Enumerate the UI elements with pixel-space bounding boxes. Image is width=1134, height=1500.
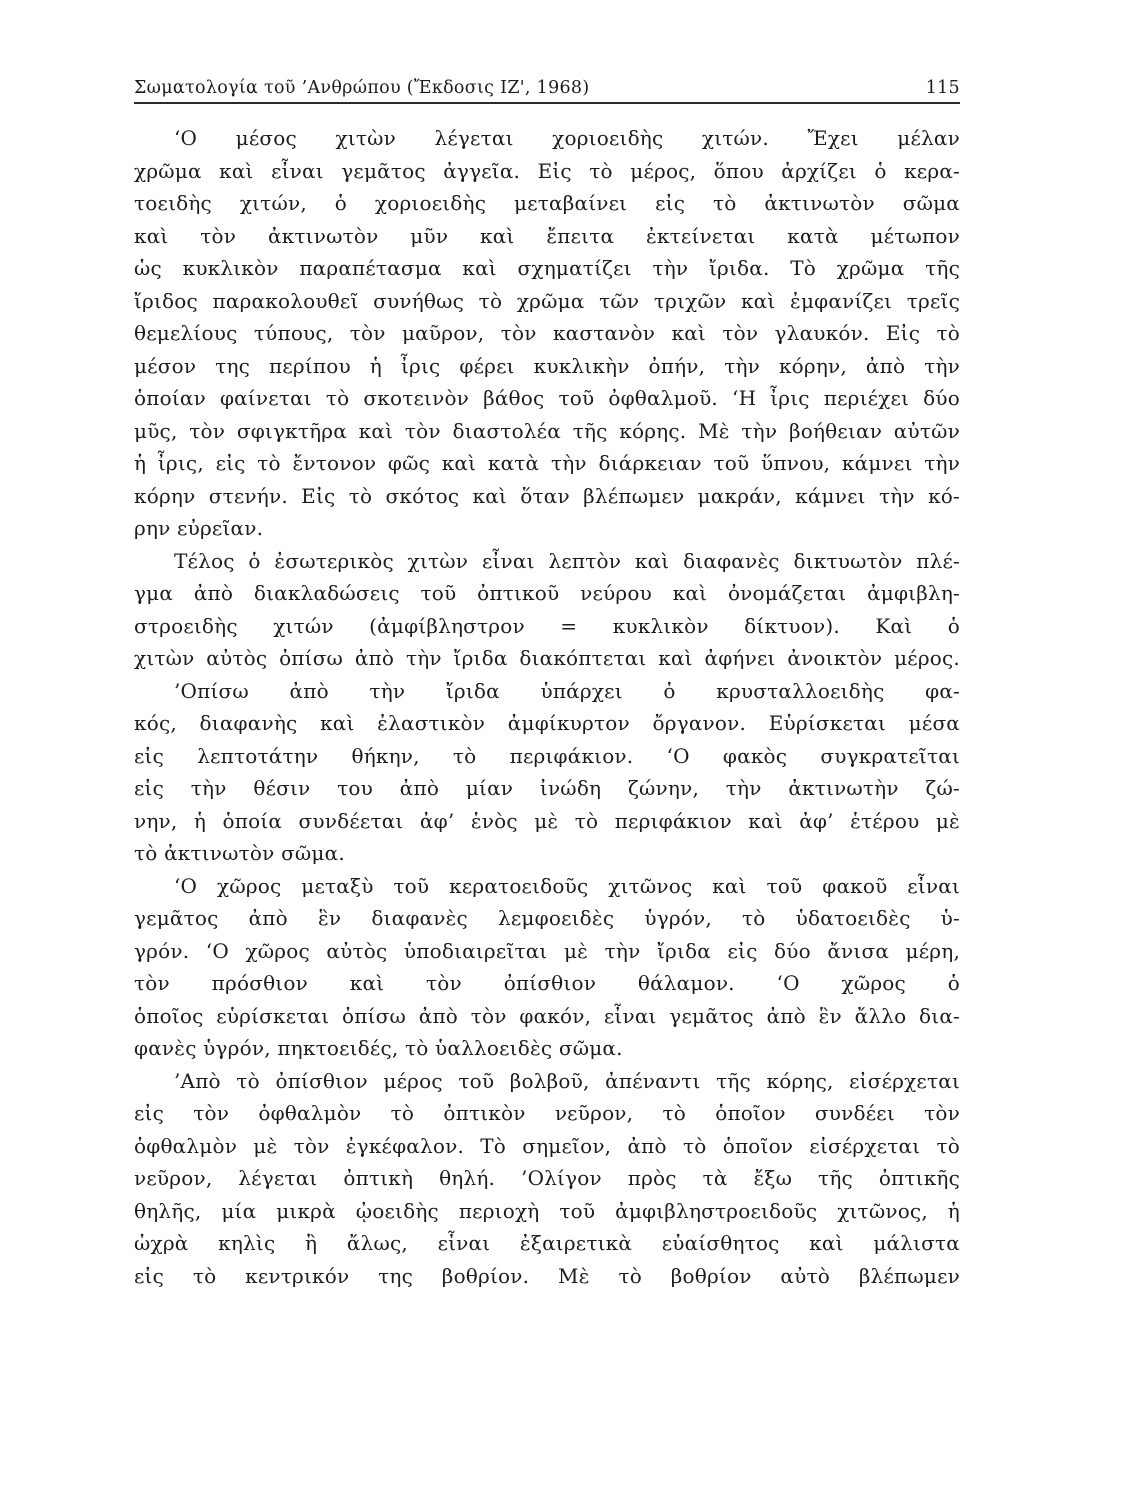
text-line: φανὲς ὑγρόν, πηκτοειδές, τὸ ὑαλλοειδὲς σῶμα. [134, 1036, 623, 1060]
text-line: νεῦρον, λέγεται ὀπτικὴ θηλή. ’Ολίγον πρὸς τὰ ἔξω τῆς ὀπτικῆς [134, 1166, 960, 1190]
text-line: Τέλος ὁ ἐσωτερικὸς χιτὼν εἶναι λεπτὸν καὶ διαφανὲς δικτυωτὸν πλέ- [174, 548, 960, 573]
text-line: γεμᾶτος ἀπὸ ἓν διαφανὲς λεμφοειδὲς ὑγρόν, τὸ ὑδατοειδὲς ὑ- [134, 906, 960, 930]
text-line: εἰς τὸ κεντρικόν της βοθρίον. Μὲ τὸ βοθρίον αὐτὸ βλέπωμεν [134, 1263, 960, 1288]
text-line: εἰς λεπτοτάτην θήκην, τὸ περιφάκιον. ‘Ο φακὸς συγκρατεῖται [134, 743, 960, 768]
text-line: τὸν πρόσθιον καὶ τὸν ὀπίσθιον θάλαμον. ‘Ο χῶρος ὁ [134, 971, 960, 995]
text-line: ὁποῖος εὑρίσκεται ὀπίσω ἀπὸ τὸν φακόν, εἶναι γεμᾶτος ἀπὸ ἓν ἄλλο δια- [134, 1003, 960, 1028]
text-line: ’Οπίσω ἀπὸ τὴν ἴριδα ὑπάρχει ὁ κρυσταλλοειδὴς φα- [174, 678, 960, 703]
text-line: καὶ τὸν ἀκτινωτὸν μῦν καὶ ἔπειτα ἐκτείνεται κατὰ μέτωπον [134, 223, 960, 248]
text-line: χρῶμα καὶ εἶναι γεμᾶτος ἀγγεῖα. Εἰς τὸ μέρος, ὅπου ἀρχίζει ὁ κερα- [134, 158, 960, 183]
text-line: στροειδὴς χιτών (ἀμφίβληστρον = κυκλικὸν δίκτυον). Καὶ ὁ [134, 613, 960, 638]
text-line: ‘Ο μέσος χιτὼν λέγεται χοριοειδὴς χιτών. Ἔχει μέλαν [174, 126, 960, 150]
running-title: Σωματολογία τοῦ ’Ανθρώπου (Ἔκδοσις ΙΖ', 1968) [134, 78, 590, 98]
text-line: ρην εὐρεῖαν. [134, 516, 264, 540]
book-page [134, 70, 960, 1450]
body-text [134, 122, 960, 1292]
text-line: τοειδὴς χιτών, ὁ χοριοειδὴς μεταβαίνει εἰς τὸ ἀκτινωτὸν σῶμα [134, 191, 960, 215]
text-line: κόρην στενήν. Εἰς τὸ σκότος καὶ ὅταν βλέπωμεν μακράν, κάμνει τὴν κό- [134, 483, 960, 508]
text-line: εἰς τὸν ὀφθαλμὸν τὸ ὀπτικὸν νεῦρον, τὸ ὁποῖον συνδέει τὸν [134, 1101, 960, 1125]
text-line: ὡς κυκλικὸν παραπέτασμα καὶ σχηματίζει τὴν ἴριδα. Τὸ χρῶμα τῆς [134, 256, 960, 280]
text-line: ὁποίαν φαίνεται τὸ σκοτεινὸν βάθος τοῦ ὀφθαλμοῦ. ‘Η ἶρις περιέχει δύο [134, 386, 960, 410]
text-line: νην, ἡ ὁποία συνδέεται ἀφ’ ἑνὸς μὲ τὸ περιφάκιον καὶ ἀφ’ ἑτέρου μὲ [134, 808, 960, 833]
text-line: μῦς, τὸν σφιγκτῆρα καὶ τὸν διαστολέα τῆς κόρης. Μὲ τὴν βοήθειαν αὐτῶν [134, 418, 960, 443]
text-line: γμα ἀπὸ διακλαδώσεις τοῦ ὀπτικοῦ νεύρου καὶ ὀνομάζεται ἀμφιβλη- [134, 581, 960, 605]
text-line: ὀφθαλμὸν μὲ τὸν ἐγκέφαλον. Τὸ σημεῖον, ἀπὸ τὸ ὁποῖον εἰσέρχεται τὸ [134, 1133, 960, 1158]
text-line: μέσον της περίπου ἡ ἶρις φέρει κυκλικὴν ὀπήν, τὴν κόρην, ἀπὸ τὴν [134, 353, 960, 378]
text-line: ὠχρὰ κηλὶς ἢ ἄλως, εἶναι ἐξαιρετικὰ εὐαίσθητος καὶ μάλιστα [134, 1231, 960, 1255]
text-line: θεμελίους τύπους, τὸν μαῦρον, τὸν καστανὸν καὶ τὸν γλαυκόν. Εἰς τὸ [134, 321, 960, 345]
text-line: ‘Ο χῶρος μεταξὺ τοῦ κερατοειδοῦς χιτῶνος καὶ τοῦ φακοῦ εἶναι [174, 873, 960, 898]
text-line: εἰς τὴν θέσιν του ἀπὸ μίαν ἰνώδη ζώνην, τὴν ἀκτινωτὴν ζώ- [134, 776, 960, 800]
page-number: 115 [925, 78, 960, 98]
text-line: κός, διαφανὴς καὶ ἐλαστικὸν ἀμφίκυρτον ὄργανον. Εὑρίσκεται μέσα [134, 711, 960, 735]
text-line: γρόν. ‘Ο χῶρος αὐτὸς ὑποδιαιρεῖται μὲ τὴν ἴριδα εἰς δύο ἄνισα μέρη, [134, 938, 960, 963]
text-line: ’Απὸ τὸ ὀπίσθιον μέρος τοῦ βολβοῦ, ἀπέναντι τῆς κόρης, εἰσέρχεται [174, 1068, 960, 1093]
running-header [134, 70, 960, 100]
text-line: θηλῆς, μία μικρὰ ᾠοειδὴς περιοχὴ τοῦ ἀμφιβληστροειδοῦς χιτῶνος, ἡ [134, 1198, 960, 1223]
text-line: τὸ ἀκτινωτὸν σῶμα. [134, 841, 345, 865]
text-line: χιτὼν αὐτὸς ὀπίσω ἀπὸ τὴν ἴριδα διακόπτεται καὶ ἀφήνει ἀνοικτὸν μέρος. [134, 646, 960, 670]
text-line: ἡ ἶρις, εἰς τὸ ἔντονον φῶς καὶ κατὰ τὴν διάρκειαν τοῦ ὕπνου, κάμνει τὴν [134, 451, 960, 475]
text-line: ἴριδος παρακολουθεῖ συνήθως τὸ χρῶμα τῶν τριχῶν καὶ ἐμφανίζει τρεῖς [134, 288, 960, 313]
header-rule [134, 102, 960, 104]
